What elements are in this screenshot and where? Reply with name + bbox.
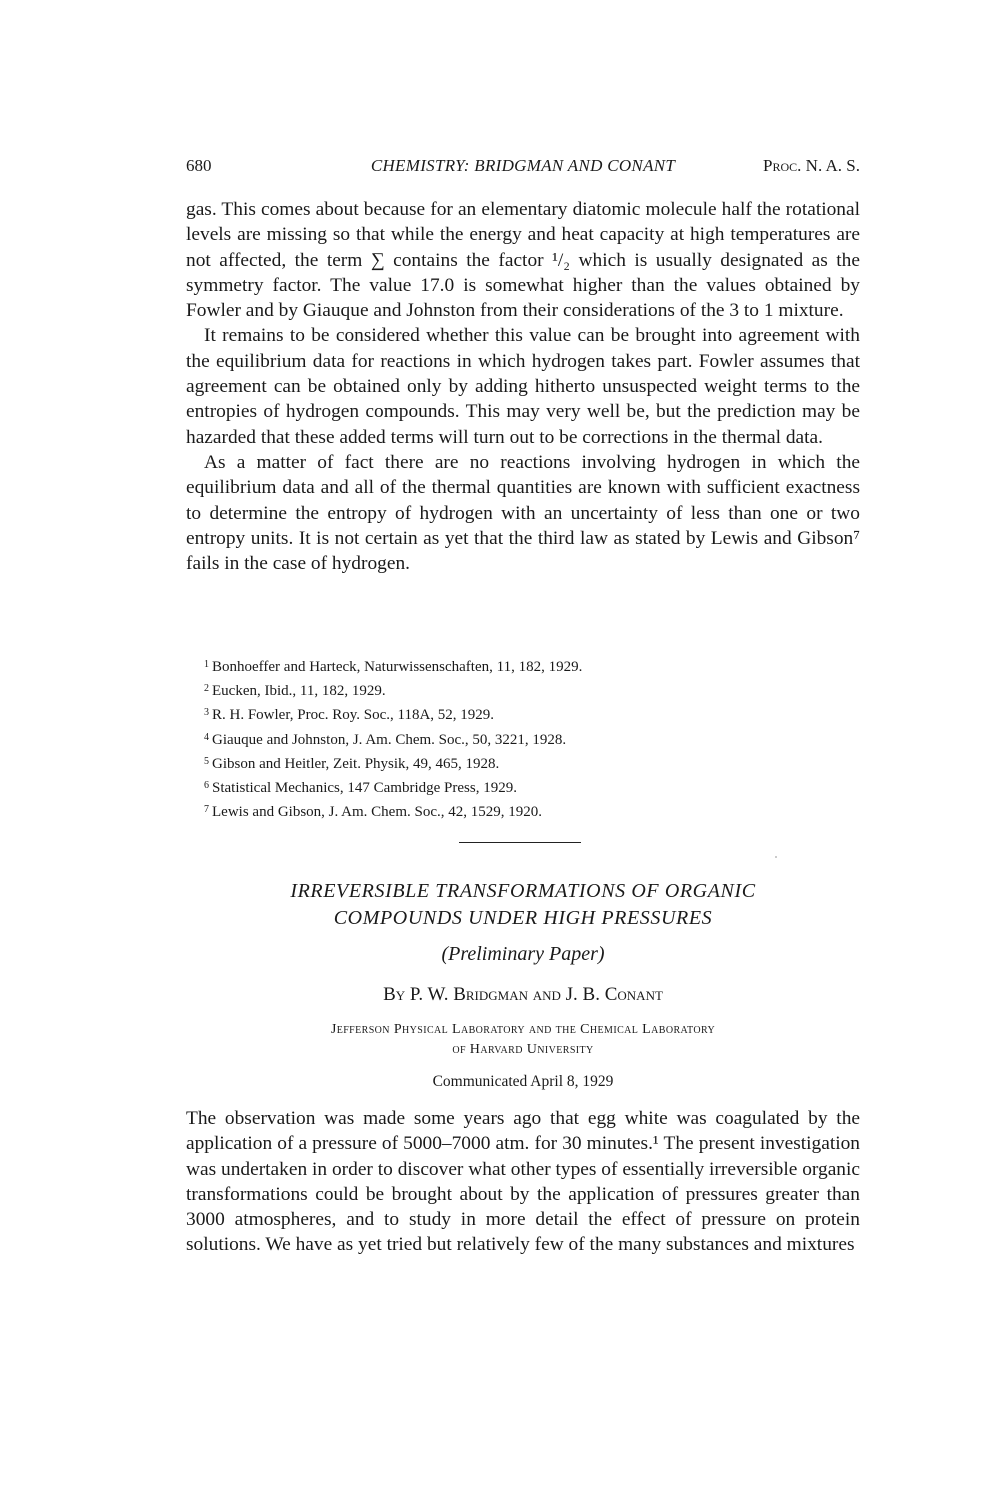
footnote-mark: 1 xyxy=(204,659,209,670)
footnote-text: R. H. Fowler, Proc. Roy. Soc., 118A, 52, 1929. xyxy=(212,707,495,724)
journal-abbreviation: Proc. N. A. S. xyxy=(763,156,860,175)
footnote-mark: 6 xyxy=(204,780,209,792)
running-head xyxy=(186,156,860,180)
footnote xyxy=(186,727,860,751)
footnote-mark: 7 xyxy=(204,804,209,816)
paragraph: gas. This comes about because for an elementary diatomic molecule half the rotational levels are missing so that while the energy and heat capacity at high temperatures are not affected, the term ∑ contains the factor ¹/₂ which is usually designated as the symmetry factor. The value 17.0 is somewhat higher than the values obtained by Fowler and by Giauque and Johnston from their considerations of the 3 to 1 mixture. xyxy=(186,199,860,322)
footnote-text: Giauque and Johnston, J. Am. Chem. Soc., 50, 3221, 1928. xyxy=(212,731,567,748)
section-divider xyxy=(459,842,581,843)
running-title: CHEMISTRY: BRIDGMAN AND CONANT xyxy=(370,156,676,175)
scan-speck xyxy=(775,856,777,858)
affiliation xyxy=(186,1020,860,1060)
footnote xyxy=(186,654,860,678)
footnote-mark: 2 xyxy=(204,683,209,695)
footnote-mark: 3 xyxy=(204,707,209,719)
paragraph: The observation was made some years ago that egg white was coagulated by the application of a pressure of 5000–7000 atm. for 30 minutes.¹ The present investigation was undertaken in order to discover what other types of essentially irreversible organic transformations could be brought about by the application of pressures greater than 3000 atmospheres, and to study in more detail the effect of pressure on protein solutions. We have as yet tried but relatively few of the many substances and mixtures xyxy=(186,1108,860,1256)
article-title xyxy=(186,878,860,932)
article-title-line: COMPOUNDS UNDER HIGH PRESSURES xyxy=(333,907,713,929)
affiliation-line: Jefferson Physical Laboratory and the Chemical Laboratory xyxy=(330,1022,716,1037)
continued-article-text xyxy=(186,197,860,576)
paragraph: It remains to be considered whether this value can be brought into agreement with the equilibrium data for reactions in which hydrogen takes part. Fowler assumes that agreement can be obtained only by adding hitherto unsuspected weight terms to the entropies of hydrogen compounds. This may very well be, but the prediction may be hazarded that these added terms will turn out to be corrections in the thermal data. xyxy=(186,325,860,448)
article-title-line: IRREVERSIBLE TRANSFORMATIONS OF ORGANIC xyxy=(290,880,756,902)
footnote-text: Eucken, Ibid., 11, 182, 1929. xyxy=(212,683,386,700)
footnote xyxy=(186,678,860,702)
footnote-text: Bonhoeffer and Harteck, Naturwissenschaften, 11, 182, 1929. xyxy=(212,659,583,675)
footnote-text: Lewis and Gibson, J. Am. Chem. Soc., 42, 1529, 1920. xyxy=(212,804,542,821)
footnote xyxy=(186,799,860,823)
footnote-text: Statistical Mechanics, 147 Cambridge Press, 1929. xyxy=(212,780,517,797)
footnote-mark: 5 xyxy=(204,755,209,767)
article-body xyxy=(186,1106,860,1258)
communicated-date: Communicated April 8, 1929 xyxy=(432,1073,614,1090)
footnote xyxy=(186,702,860,726)
footnote xyxy=(186,751,860,775)
affiliation-line: of Harvard University xyxy=(452,1042,594,1057)
paragraph: As a matter of fact there are no reactions involving hydrogen in which the equilibrium data and all of the thermal quantities are known with sufficient exactness to determine the entropy of hydrogen with an uncertainty of less than one or two entropy units. It is not certain as yet that the third law as stated by Lewis and Gibson⁷ fails in the case of hydrogen. xyxy=(186,451,860,575)
footnote-mark: 4 xyxy=(204,731,209,743)
footnotes xyxy=(186,654,860,823)
footnote-text: Gibson and Heitler, Zeit. Physik, 49, 465, 1928. xyxy=(212,755,500,772)
page-number: 680 xyxy=(186,156,212,175)
author-byline: By P. W. Bridgman and J. B. Conant xyxy=(383,984,663,1005)
article-subtitle: (Preliminary Paper) xyxy=(441,943,605,965)
footnote xyxy=(186,775,860,799)
